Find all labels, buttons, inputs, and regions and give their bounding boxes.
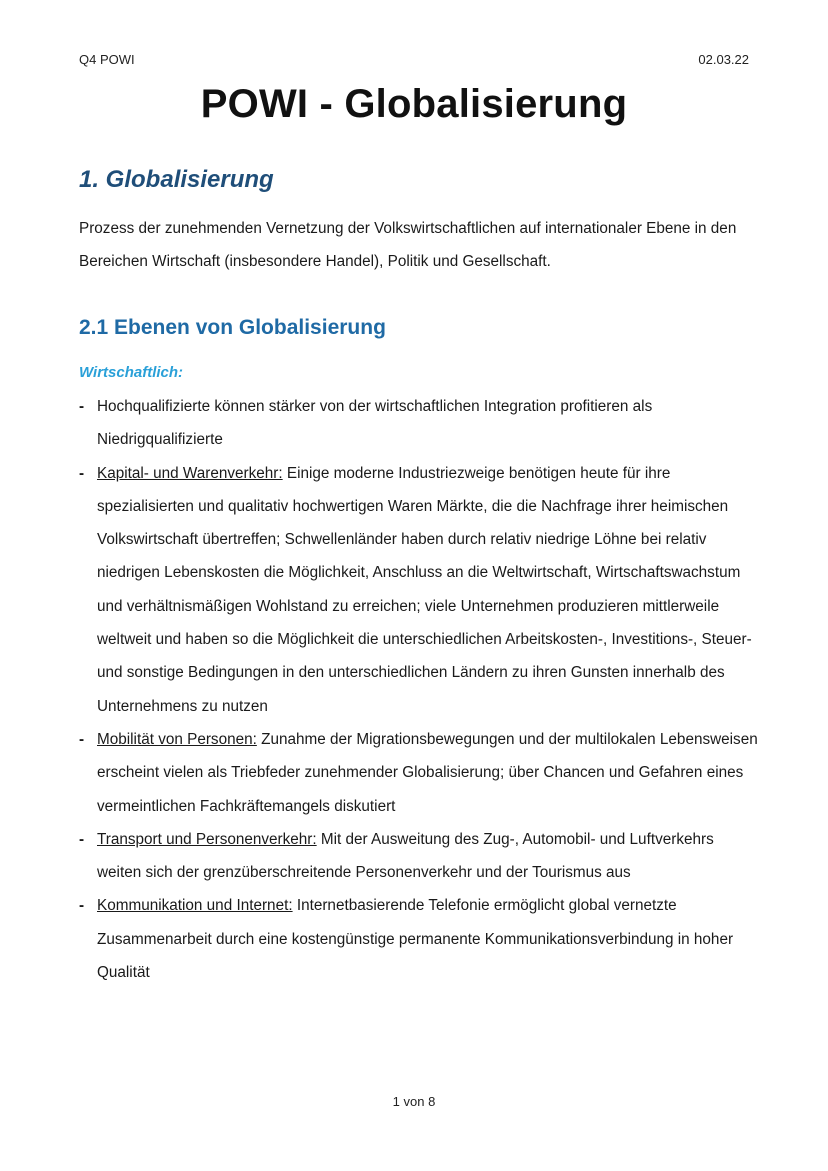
bullet-dash: - <box>79 398 85 415</box>
section-intro-text: Prozess der zunehmenden Vernetzung der Volkswirtschaftlichen auf internationaler Ebene in den Bereichen Wirtschaft (insbesondere Handel), Politik und Gesellschaft. <box>79 220 737 270</box>
section-heading-ebenen: 2.1 Ebenen von Globalisierung <box>79 316 386 339</box>
list-item-term: Transport und Personenverkehr: <box>97 830 317 848</box>
bullet-dash: - <box>79 464 85 482</box>
page-number: 1 von 8 <box>392 1094 436 1109</box>
list-item <box>79 390 759 457</box>
list-item <box>79 457 759 723</box>
list-item-term: Kommunikation und Internet: <box>97 897 293 915</box>
subheading-wirtschaftlich: Wirtschaftlich: <box>79 364 184 381</box>
list-item-text: Mit der Ausweitung des Zug-, Automobil- und Luftverkehrs weiten sich der grenzüberschreitende Personenverkehr und der Tourismus aus <box>97 830 714 882</box>
bullet-dash: - <box>79 897 85 915</box>
list-item-text: Zunahme der Migrationsbewegungen und der multilokalen Lebensweisen erscheint vielen als Triebfeder zunehmender Globalisierung; über Chancen und Gefahren eines vermeintlichen Fachkräftemangels diskutiert <box>97 730 758 815</box>
list-item-term: Mobilität von Personen: <box>97 730 257 748</box>
bullet-dash: - <box>79 730 85 748</box>
list-item <box>79 823 759 890</box>
list-item <box>79 723 759 823</box>
list-item <box>79 889 759 989</box>
list-item-text: Einige moderne Industriezweige benötigen heute für ihre spezialisierten und qualitativ hochwertigen Waren Märkte, die die Nachfrage ihrer heimischen Volkswirtschaft übertreffen; Schwellenländer haben durch relativ niedrige Löhne bei relativ niedrigen Lebenskosten die Möglichkeit, Anschluss an die Weltwirtschaft, Wirtschaftswachstum und verhältnismäßigen Wohlstand zu erreichen; viele Unternehmen produzieren mittlerweile weltweit und haben so die Möglichkeit die unterschiedlichen Arbeitskosten-, Investitions-, Steuer- und sonstige Bedingungen in den unterschiedlichen Ländern zu ihren Gunsten innerhalb des Unternehmens zu nutzen <box>97 464 752 715</box>
section-heading-globalisierung: 1. Globalisierung <box>79 166 274 193</box>
header-course: Q4 POWI <box>79 52 135 67</box>
page-title: POWI - Globalisierung <box>200 82 628 126</box>
list-item-term: Kapital- und Warenverkehr: <box>97 464 283 482</box>
bullet-dash: - <box>79 830 85 848</box>
list-item-text: Internetbasierende Telefonie ermöglicht global vernetzte Zusammenarbeit durch eine kostengünstige permanente Kommunikationsverbindung in hoher Qualität <box>97 897 734 982</box>
bullet-list <box>79 390 759 989</box>
header-date: 02.03.22 <box>698 52 749 67</box>
list-item-text: Hochqualifizierte können stärker von der wirtschaftlichen Integration profitieren als Niedrigqualifizierte <box>97 398 653 449</box>
